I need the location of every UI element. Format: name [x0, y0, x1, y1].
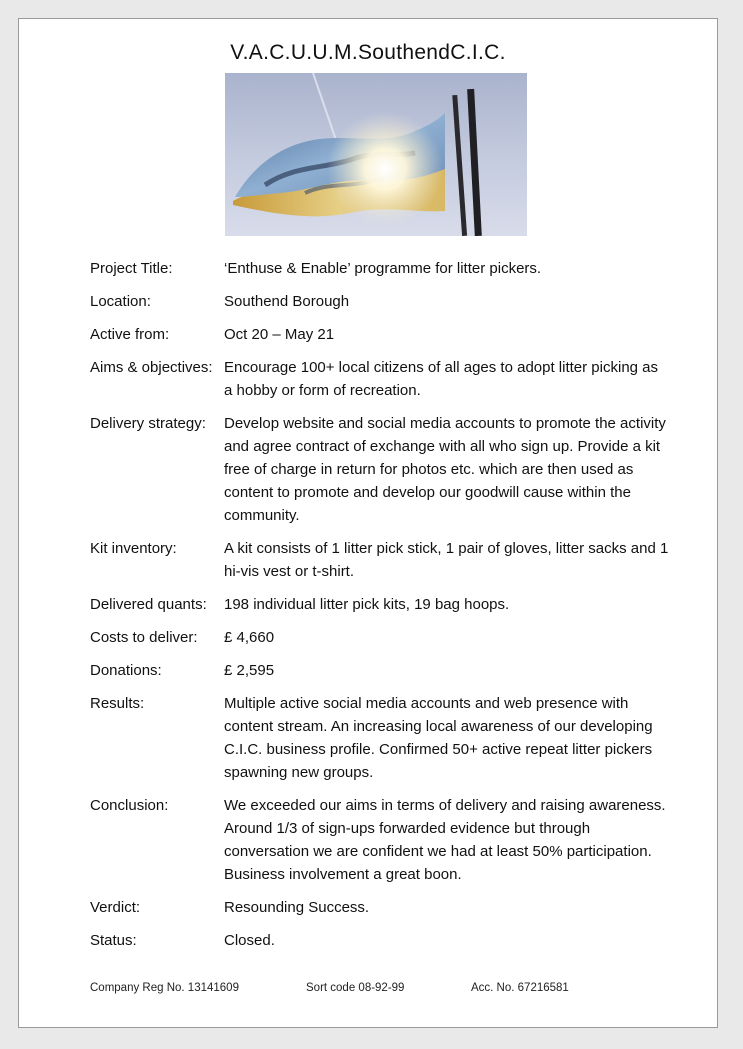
field-project-title: [90, 257, 670, 280]
field-label: Project Title:: [90, 260, 173, 277]
sort-code: Sort code 08-92-99: [306, 982, 405, 994]
field-value: We exceeded our aims in terms of delivery and raising awareness. Around 1/3 of sign-ups forwarded evidence but through conversation we are confident we had at least 50% participation. Business involvement a great boon.: [224, 797, 666, 883]
field-value: £ 4,660: [224, 629, 275, 646]
field-label: Results:: [90, 695, 145, 712]
project-details: [90, 257, 670, 962]
field-delivered-quants: [90, 593, 670, 616]
account-number: Acc. No. 67216581: [471, 982, 569, 994]
field-kit-inventory: [90, 537, 670, 583]
field-label: Delivery strategy:: [90, 415, 206, 432]
field-label: Aims & objectives:: [90, 359, 213, 376]
field-value: 198 individual litter pick kits, 19 bag hoops.: [224, 596, 510, 613]
field-value: Southend Borough: [224, 293, 350, 310]
field-value: Resounding Success.: [224, 899, 370, 916]
field-value: ‘Enthuse & Enable’ programme for litter pickers.: [224, 260, 542, 277]
field-label: Kit inventory:: [90, 540, 177, 557]
field-status: [90, 929, 670, 952]
field-aims-objectives: [90, 356, 670, 402]
field-value: Encourage 100+ local citizens of all ages to adopt litter picking as a hobby or form of recreation.: [224, 359, 659, 399]
field-value: £ 2,595: [224, 662, 275, 679]
company-reg-number: Company Reg No. 13141609: [90, 982, 239, 994]
field-conclusion: [90, 794, 670, 886]
field-value: Multiple active social media accounts and web presence with content stream. An increasing local awareness of our developing C.I.C. business profile. Confirmed 50+ active repeat litter pickers spawning new groups.: [224, 695, 653, 781]
field-label: Status:: [90, 932, 137, 949]
field-label: Active from:: [90, 326, 170, 343]
field-costs-to-deliver: [90, 626, 670, 649]
field-value: A kit consists of 1 litter pick stick, 1 pair of gloves, litter sacks and 1 hi-vis vest or t-shirt.: [224, 540, 669, 580]
field-value: Develop website and social media accounts to promote the activity and agree contract of exchange with all who sign up. Provide a kit free of charge in return for photos etc. which are then used as content to promote and develop our goodwill cause within the community.: [224, 415, 666, 524]
field-donations: [90, 659, 670, 682]
field-location: [90, 290, 670, 313]
field-active-from: [90, 323, 670, 346]
field-label: Donations:: [90, 662, 162, 679]
field-label: Conclusion:: [90, 797, 169, 814]
field-results: [90, 692, 670, 784]
document-title: V.A.C.U.U.M.SouthendC.I.C.: [230, 41, 506, 64]
document-page: [18, 18, 718, 1028]
field-delivery-strategy: [90, 412, 670, 527]
field-verdict: [90, 896, 670, 919]
field-value: Closed.: [224, 932, 275, 949]
field-value: Oct 20 – May 21: [224, 326, 335, 343]
flag-photo: [225, 73, 527, 236]
field-label: Verdict:: [90, 899, 141, 916]
field-label: Costs to deliver:: [90, 629, 198, 646]
field-label: Location:: [90, 293, 151, 310]
field-label: Delivered quants:: [90, 596, 207, 613]
